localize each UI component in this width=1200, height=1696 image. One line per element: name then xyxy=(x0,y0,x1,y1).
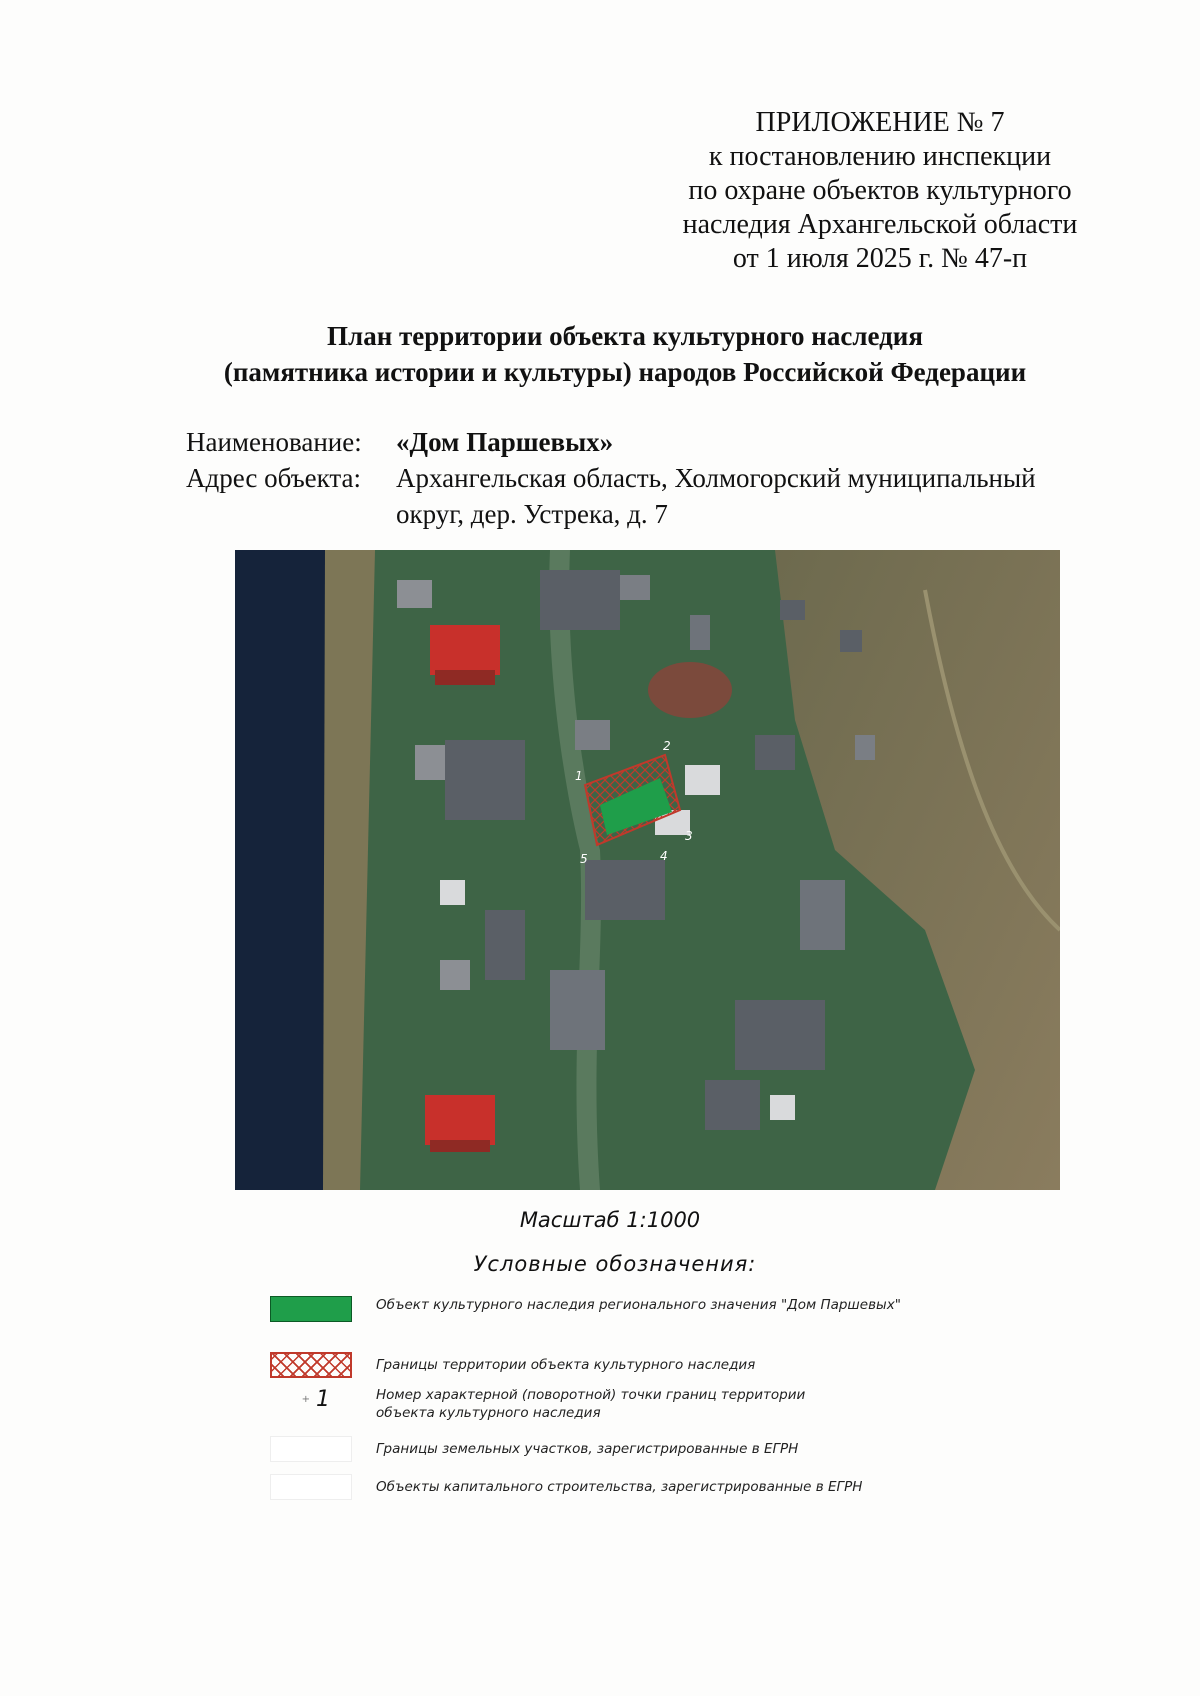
building xyxy=(705,1080,760,1130)
legend-text-line-1: Номер характерной (поворотной) точки границ территории xyxy=(376,1387,806,1403)
boundary-point-2: 2 xyxy=(663,739,671,753)
annex-line-4: наследия Архангельской области xyxy=(682,209,1078,240)
red-roof-shadow-north xyxy=(435,670,495,685)
legend-item-capital-objects xyxy=(270,1474,862,1500)
building xyxy=(620,575,650,600)
building xyxy=(445,740,525,820)
building xyxy=(800,880,845,950)
building xyxy=(540,570,620,630)
garden-plot xyxy=(648,662,732,718)
address-row xyxy=(186,460,1076,532)
address-line-1: Архангельская область, Холмогорский муниципальный xyxy=(396,463,1036,493)
white-outline-swatch-icon xyxy=(270,1474,352,1500)
red-roof-building-north xyxy=(430,625,500,675)
white-outline-swatch-icon xyxy=(270,1436,352,1462)
building xyxy=(780,600,805,620)
building xyxy=(755,735,795,770)
legend-item-land-plots xyxy=(270,1436,798,1462)
page-title xyxy=(0,318,1200,390)
building xyxy=(840,630,862,652)
boundary-point-3: 3 xyxy=(685,829,693,843)
building xyxy=(855,735,875,760)
building xyxy=(550,970,605,1050)
annex-line-2: к постановлению инспекции xyxy=(708,141,1052,172)
building xyxy=(770,1095,795,1120)
building xyxy=(735,1000,825,1070)
building xyxy=(440,960,470,990)
building xyxy=(685,765,720,795)
annex-block xyxy=(670,106,1090,276)
name-label: Наименование: xyxy=(186,427,362,457)
boundary-point-5: 5 xyxy=(580,852,588,866)
building xyxy=(397,580,432,608)
annex-date: от 1 июля 2025 г. № 47-п xyxy=(732,243,1028,274)
object-info xyxy=(186,424,1076,532)
building xyxy=(440,880,465,905)
address-line-2: округ, дер. Устрека, д. 7 xyxy=(396,499,668,529)
legend-text-line-2: объекта культурного наследия xyxy=(376,1405,601,1421)
boundary-point-4: 4 xyxy=(660,849,668,863)
legend-text: Границы территории объекта культурного наследия xyxy=(376,1357,756,1373)
point-number-sample: 1 xyxy=(316,1386,330,1412)
building xyxy=(485,910,525,980)
legend-text: Объект культурного наследия регионального значения "Дом Паршевых" xyxy=(376,1297,901,1313)
map-scale: Масштаб 1:1000 xyxy=(519,1208,701,1232)
legend-item-heritage-object xyxy=(270,1296,901,1322)
red-hatch-swatch-icon xyxy=(270,1352,352,1378)
building xyxy=(585,860,665,920)
address-label: Адрес объекта: xyxy=(186,463,362,493)
legend-item-point-number xyxy=(270,1386,805,1422)
legend-title: Условные обозначения: xyxy=(473,1252,757,1276)
red-roof-building-south xyxy=(425,1095,495,1145)
address-value xyxy=(396,460,1076,532)
building xyxy=(415,745,445,780)
name-row xyxy=(186,424,1076,460)
river xyxy=(235,550,330,1190)
annex-number: ПРИЛОЖЕНИЕ № 7 xyxy=(755,107,1005,138)
green-fill-swatch-icon xyxy=(270,1296,352,1322)
annex-line-3: по охране объектов культурного xyxy=(688,175,1072,206)
building xyxy=(690,615,710,650)
legend-text xyxy=(376,1386,805,1422)
legend-text: Объекты капитального строительства, зарегистрированные в ЕГРН xyxy=(376,1479,863,1495)
map-canvas xyxy=(235,550,1060,1190)
boundary-point-1: 1 xyxy=(575,769,583,783)
name-value: «Дом Паршевых» xyxy=(396,427,614,457)
red-roof-shadow-south xyxy=(430,1140,490,1152)
point-number-sample-icon: + 1 xyxy=(301,1386,330,1412)
title-line-2: (памятника истории и культуры) народов Российской Федерации xyxy=(223,357,1027,387)
satellite-map[interactable] xyxy=(235,550,1060,1190)
legend-item-territory-border xyxy=(270,1352,755,1378)
building xyxy=(575,720,610,750)
legend-text: Границы земельных участков, зарегистрированные в ЕГРН xyxy=(376,1441,799,1457)
title-line-1: План территории объекта культурного наследия xyxy=(327,321,923,351)
